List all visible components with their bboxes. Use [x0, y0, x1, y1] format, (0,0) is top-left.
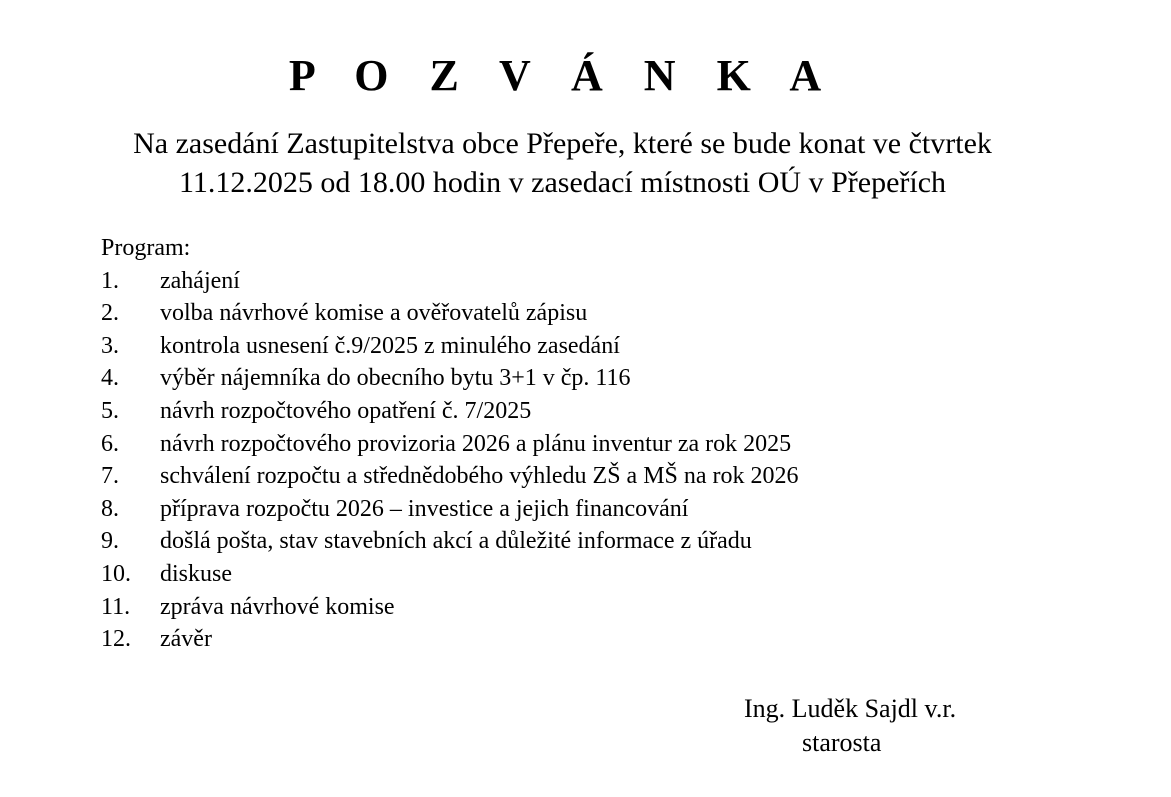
- program-item-text: výběr nájemníka do obecního bytu 3+1 v čp. 116: [160, 365, 631, 392]
- program-item-number: 5.: [101, 397, 119, 424]
- program-item: [101, 558, 799, 591]
- program-item: [101, 428, 799, 461]
- program-label: Program:: [101, 235, 191, 261]
- program-item: [101, 265, 799, 298]
- program-item-number: 10.: [101, 560, 131, 587]
- program-item-number: 11.: [101, 593, 131, 620]
- program-item: [101, 395, 799, 428]
- program-item-text: volba návrhové komise a ověřovatelů zápisu: [160, 300, 588, 327]
- program-item: [101, 623, 799, 656]
- program-item-text: schválení rozpočtu a střednědobého výhledu ZŠ a MŠ na rok 2026: [160, 463, 799, 490]
- program-item-number: 9.: [101, 528, 119, 555]
- program-item: [101, 525, 799, 558]
- program-item: [101, 330, 799, 363]
- document-title: P O Z V Á N K A: [288, 51, 837, 100]
- program-item-number: 6.: [101, 430, 119, 457]
- program-item-number: 8.: [101, 495, 119, 522]
- program-section: [101, 232, 799, 656]
- program-item-text: došlá pošta, stav stavebních akcí a důležité informace z úřadu: [160, 528, 752, 555]
- program-item: [101, 362, 799, 395]
- program-item-text: příprava rozpočtu 2026 – investice a jejich financování: [160, 495, 689, 522]
- program-item-text: návrh rozpočtového provizoria 2026 a plánu inventur za rok 2025: [160, 430, 792, 457]
- signature-block: [744, 692, 956, 760]
- intro-line: 11.12.2025 od 18.00 hodin v zasedací místnosti OÚ v Přepeřích: [178, 166, 947, 199]
- program-item-number: 1.: [101, 267, 119, 294]
- program-item-number: 4.: [101, 365, 119, 392]
- program-item-number: 3.: [101, 332, 119, 359]
- program-item: [101, 493, 799, 526]
- program-item-number: 7.: [101, 463, 119, 490]
- signatory-name: Ing. Luděk Sajdl v.r.: [744, 694, 957, 723]
- program-item-text: návrh rozpočtového opatření č. 7/2025: [160, 397, 532, 424]
- program-item-text: kontrola usnesení č.9/2025 z minulého zasedání: [160, 332, 620, 359]
- program-item-number: 12.: [101, 626, 131, 653]
- program-item-text: zahájení: [160, 267, 240, 294]
- program-item-text: zpráva návrhové komise: [160, 593, 395, 620]
- signatory-role: starosta: [802, 728, 882, 757]
- program-item-text: diskuse: [160, 560, 232, 587]
- program-list: [101, 265, 799, 656]
- program-item-text: závěr: [160, 626, 212, 653]
- program-item: [101, 297, 799, 330]
- program-item-number: 2.: [101, 300, 119, 327]
- invitation-intro: [0, 124, 1125, 202]
- program-item: [101, 591, 799, 624]
- intro-line: Na zasedání Zastupitelstva obce Přepeře, které se bude konat ve čtvrtek: [133, 127, 992, 160]
- program-item: [101, 460, 799, 493]
